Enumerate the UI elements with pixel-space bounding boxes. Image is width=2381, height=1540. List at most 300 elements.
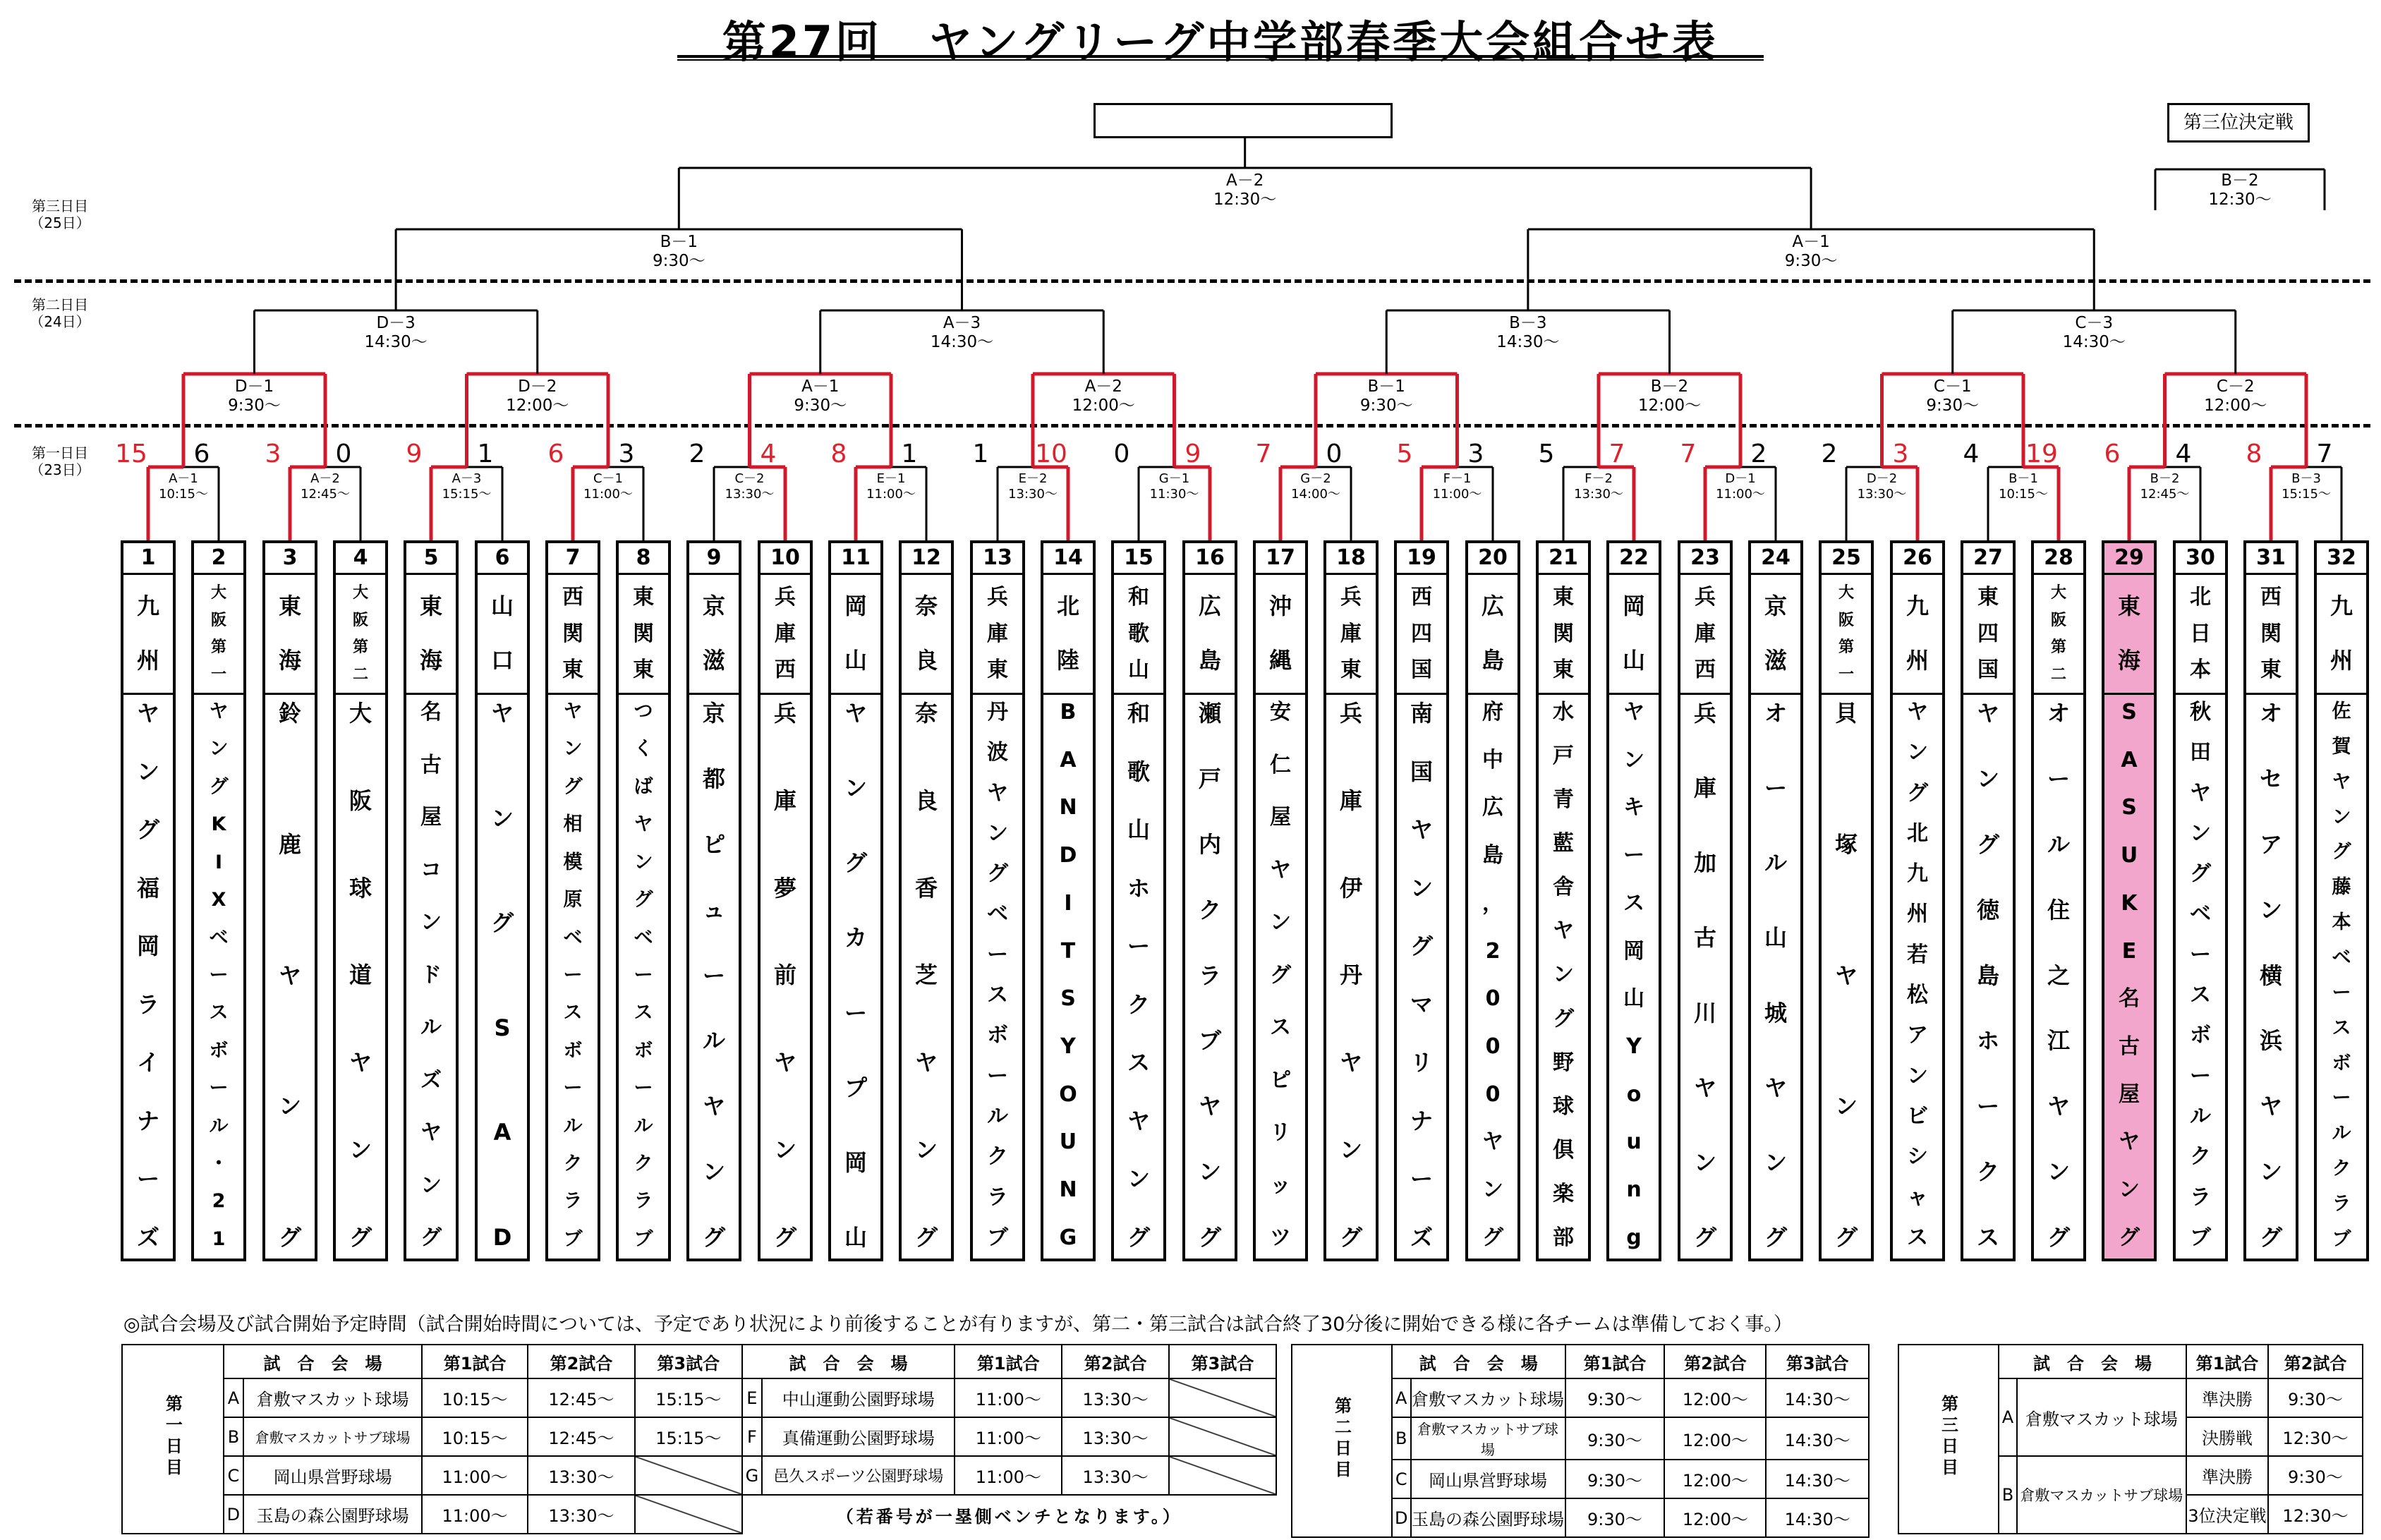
round-label: 3位決定戦 [2186,1495,2268,1534]
team-name-char: I [214,851,223,873]
team-name-char: 島 [1976,962,1999,989]
team-region [1539,575,1588,695]
round1-score: 7 [2316,439,2333,468]
round1-game-time: 15:15～ [442,487,492,502]
team-name-char: 庫 [773,787,796,814]
round1-score: 10 [1035,439,1067,468]
team-name-char: ブ [634,1227,653,1250]
day1-schedule-table [121,1344,1277,1534]
round1-game-time: 13:30～ [1574,487,1623,502]
day1-vertical-label [122,1345,224,1534]
third-place-game-code: B－2 [2221,171,2259,190]
team-column [333,540,388,1261]
round1-game-code: C－1 [593,471,624,486]
team-region-char: 兵 [1340,585,1362,610]
time-cell: 12:00～ [1664,1498,1766,1537]
team-name-char: S [494,1014,511,1041]
team-name-char: ン [1907,1063,1928,1089]
team-region-char: 阪 [210,611,226,629]
team-name-char: ー [844,999,867,1026]
team-name-char: 川 [1693,999,1716,1026]
team-region-char: 広 [1198,592,1221,619]
team-name-char: 屋 [2119,1081,2140,1107]
team-name-char: ブ [2190,1225,2211,1250]
team-column [262,540,317,1261]
time-cell: 9:30～ [1565,1378,1665,1417]
team-name-char: ス [563,1002,583,1024]
round1-game-code: B－2 [2150,471,2180,486]
team-name-char: 波 [987,740,1008,765]
team-region-char: 一 [1838,666,1854,684]
team-name [2332,695,2351,1259]
team-name-char: ー [136,1165,159,1193]
team-column [1890,540,1945,1261]
team-name-char: A [1060,747,1077,772]
round1-game-time: 10:15～ [1999,487,2048,502]
team-region [1043,575,1093,695]
team-region-char: 海 [419,647,442,674]
team-region-char: 第 [1838,638,1854,657]
team-column [686,540,741,1261]
venue-code: B [1392,1417,1411,1460]
team-region [336,575,385,695]
team-name-char: ブ [563,1227,583,1250]
team-name-char: ベ [634,926,653,949]
round1-score: 6 [193,439,210,468]
team-name-char: 鈴 [278,700,301,727]
team-name-char: S [2121,700,2137,724]
team-name-char: コ [420,857,442,883]
team-region-char: 兵 [775,585,796,610]
team-name-char: ス [634,1002,653,1024]
team-number: 28 [2034,543,2083,575]
round2-game-code: D－1 [234,377,274,396]
day1-vertical-text: 第一日目 [162,1395,183,1479]
team-name [2190,695,2211,1259]
team-name-char: キ [1623,795,1644,820]
round1-score: 2 [1750,439,1767,468]
team-name-char: 名 [420,700,442,724]
team-name-char: 佐 [2332,701,2351,722]
venue-name: 倉敷マスカットサブ球場 [243,1417,422,1456]
round2-game-time: 12:00～ [1637,396,1702,415]
team-name-char: ー [1764,775,1787,802]
team-name-char: 藍 [1553,831,1574,856]
team-region-char: 東 [633,657,654,683]
team-region-char: 大 [2050,583,2066,602]
team-name-char: ス [2332,1017,2351,1039]
team-region-char: 一 [210,666,226,684]
team-region-char: 関 [1553,621,1574,646]
team-name-char: 良 [914,787,938,814]
team-name-char: 奈 [914,700,938,727]
venue-name: 玉島の森公園野球場 [1411,1498,1565,1537]
team-name-char: グ [1482,1225,1503,1250]
game1-header: 第1試合 [422,1345,528,1378]
team-name-char: 山 [1127,816,1150,844]
semi-game-time: 9:30～ [1784,252,1838,270]
team-name-char: 戸 [1198,765,1221,792]
time-cell: 12:30～ [2268,1417,2363,1456]
team-name-char: ル [2190,1103,2211,1129]
team-name-char: ピ [1270,1067,1291,1093]
team-name-char: ば [634,775,653,798]
team-name-char: A [2121,747,2138,772]
team-name-char: ン [1410,874,1433,902]
team-name-char: ヤ [634,813,653,836]
team-region [2176,575,2225,695]
team-name-char: 州 [1907,902,1928,927]
team-name-char: ン [1127,1165,1150,1193]
team-number: 13 [973,543,1022,575]
team-number: 2 [194,543,243,575]
team-name-char: n [1626,1177,1642,1203]
team-name-char: ン [1976,765,1999,792]
team-column [2102,540,2157,1261]
team-name-char: T [1060,938,1076,964]
team-region-char: 第 [210,638,226,657]
round1-score: 9 [1185,439,1201,468]
day3-name: 第三日目 [32,198,88,214]
team-name-char: ヤ [1693,1074,1716,1101]
team-name-char: 道 [349,962,372,989]
round1-game-code: F－2 [1585,471,1613,486]
final-game-code: A－2 [1226,171,1264,190]
team-name-char: 楽 [1553,1181,1574,1206]
team-column [2173,540,2228,1261]
team-column [970,540,1025,1261]
time-cell: 11:00～ [955,1378,1062,1417]
team-number: 11 [831,543,880,575]
venue-name: 玉島の森公園野球場 [243,1495,422,1534]
team-name-char: ア [2259,830,2282,858]
team-name-char: 2 [212,1190,226,1213]
team-name-char: 青 [1553,787,1574,813]
team-name-char: プ [844,1074,867,1101]
team-name-char: セ [2259,765,2282,792]
game2-header: 第2試合 [1062,1345,1169,1378]
venue-name: 倉敷マスカット球場 [2017,1378,2186,1456]
team-name-char: ヤ [914,1049,938,1077]
team-region-char: 関 [633,621,654,646]
team-region-char: 庫 [775,621,796,646]
team-region [548,575,598,695]
venue-code: B [224,1417,243,1456]
team-name-char: 徳 [1976,896,1999,923]
team-name-char: ス [1127,1049,1150,1077]
team-name-char: ル [209,1115,229,1137]
team-name-char: K [2121,890,2138,916]
team-region [902,575,951,695]
team-name-char: く [634,738,653,760]
team-name-char: ラ [2190,1184,2211,1210]
round1-game-time: 10:15～ [159,487,208,502]
team-name-char: ヤ [278,962,301,989]
round1-score: 6 [2104,439,2121,468]
round2-game-code: C－1 [1933,377,1972,396]
team-region-char: 阪 [1838,611,1854,629]
team-name-char: 岡 [136,933,159,960]
team-name-char: 戸 [1553,744,1574,769]
round1-score: 0 [1113,439,1130,468]
team-name-char: グ [844,849,867,877]
team-region [1893,575,1942,695]
team-name-char: マ [1410,990,1433,1018]
team-name-char: ー [2190,1063,2211,1089]
round1-score: 1 [477,439,494,468]
venue-code: A [1999,1378,2017,1456]
team-name-char: ー [634,964,653,986]
team-name-char: ル [987,1103,1008,1129]
team-name-char: 部 [1553,1225,1574,1250]
team-name-char: グ [702,1224,725,1251]
venue-code: E [742,1378,762,1417]
team-column [191,540,246,1261]
team-name-char: ベ [2332,947,2351,969]
team-number: 3 [265,543,315,575]
team-name-char: ル [2047,830,2070,858]
team-name-char: ヤ [844,700,867,727]
time-cell: 12:00～ [1664,1460,1766,1498]
team-name-char: グ [1339,1223,1362,1251]
team-name-char: ー [634,1077,653,1100]
team-number: 22 [1609,543,1659,575]
team-name-char: グ [987,861,1008,887]
round1-game-code: G－2 [1300,471,1331,486]
team-column [2031,540,2086,1261]
round1-game-time: 11:00～ [583,487,633,502]
venue-header: 試 合 会 場 [742,1345,955,1378]
time-cell: 12:45～ [528,1378,635,1417]
team-name [564,695,583,1259]
empty-cell [635,1495,742,1534]
round1-game-code: B－3 [2291,471,2321,486]
team-name-char: ン [1907,740,1928,765]
round2-game-time: 9:30～ [228,396,281,415]
team-column [404,540,459,1261]
round2-game-code: B－2 [1650,377,1689,396]
team-region-char: 大 [1838,583,1854,602]
round1-game-time: 13:30～ [1008,487,1058,502]
round2-game-code: D－2 [518,377,557,396]
team-number: 30 [2176,543,2225,575]
team-region-char: 庫 [1340,621,1362,646]
game2-header: 第2試合 [1664,1345,1766,1378]
time-cell: 12:45～ [528,1417,635,1456]
team-name-char: ヤ [2190,780,2211,806]
round1-score: 5 [1538,439,1555,468]
venue-code: G [742,1456,762,1495]
team-name-char: ク [563,1153,583,1175]
time-cell: 10:15～ [422,1417,528,1456]
team-name-char: ツ [1270,1225,1291,1250]
team-region [123,575,173,695]
team-region-char: 関 [2260,621,2282,646]
day1-date: （23日） [30,461,90,478]
team-name-char: 0 [1485,1034,1501,1060]
round1-score: 4 [1963,439,1980,468]
team-column [545,540,600,1261]
game2-header: 第2試合 [2268,1345,2363,1378]
team-name-char: D [492,1223,512,1251]
team-region-char: 陸 [1056,647,1079,674]
team-name-char: グ [420,1225,442,1250]
day1-name: 第一日目 [32,444,88,461]
team-name [2047,695,2070,1259]
team-name-char: ズ [420,1067,442,1093]
team-column [1465,540,1520,1261]
team-name-char: N [1059,795,1077,820]
team-name-char: ラ [136,990,159,1018]
team-name-char: ヤ [1976,700,1999,727]
team-name [1764,695,1787,1259]
team-region-char: 第 [2050,638,2066,657]
round1-score: 19 [2025,439,2058,468]
team-name-char: ヤ [563,701,583,722]
team-region-char: 第 [352,638,368,657]
round1-score: 0 [335,439,352,468]
team-name-char: ヤ [2047,1093,2070,1120]
team-region-char: 州 [1906,647,1929,674]
team-name-char: 九 [1907,861,1928,887]
team-region-char: 山 [844,647,867,674]
team-region-char: 山 [1128,657,1149,683]
empty-cell [1169,1456,1276,1495]
schedule-note: ◎試合会場及び試合開始予定時間（試合開始時間については、予定であり状況により前後することが有りますが、第二・第三試合は試合終了30分後に開始できる様に各チームは準備しておく事。） [123,1314,1793,1335]
semi-game-code: B－1 [660,233,698,251]
team-name-char: 田 [2190,740,2211,765]
team-region [761,575,810,695]
team-name-char: ピ [702,830,725,858]
team-name-char: ル [563,1115,583,1137]
team-name-char: グ [773,1223,796,1251]
team-name-char: ン [563,738,583,760]
team-column [1394,540,1449,1261]
team-number: 12 [902,543,951,575]
team-name [987,695,1008,1259]
team-name-char: 山 [844,1223,867,1251]
time-cell: 15:15～ [635,1378,742,1417]
team-name-char: グ [278,1224,301,1251]
team-region [1114,575,1163,695]
team-name-char: グ [2259,1224,2282,1251]
team-name [420,695,442,1259]
team-name-char: オ [2047,700,2070,727]
time-cell: 14:30～ [1766,1460,1869,1498]
time-cell: 9:30～ [2268,1378,2363,1417]
time-cell: 11:00～ [422,1495,528,1534]
team-name-char: シ [1907,1144,1928,1170]
team-name-char: リ [1410,1049,1433,1077]
team-name [1623,695,1644,1259]
team-name-char: O [1059,1081,1077,1107]
round1-score: 7 [1680,439,1697,468]
team-name-char: グ [1907,780,1928,806]
team-name [844,695,867,1259]
team-number: 6 [478,543,527,575]
team-region-char: 山 [490,592,514,619]
team-name-char: ベ [2190,902,2211,927]
round-label: 準決勝 [2186,1378,2268,1417]
team-name-char: グ [563,775,583,798]
team-name-char: ン [702,1158,725,1186]
team-name-char: 加 [1693,849,1716,877]
team-region-char: 東 [2117,592,2140,619]
venue-header: 試 合 会 場 [1392,1345,1565,1378]
round1-score: 8 [830,439,847,468]
team-name-char: つ [634,701,653,722]
time-cell: 9:30～ [1565,1498,1665,1537]
team-name-char: ー [2047,765,2070,792]
team-column [1041,540,1096,1261]
venue-header: 試 合 会 場 [224,1345,422,1378]
team-name-char: ブ [2332,1227,2351,1250]
team-name-char: 山 [1764,924,1787,952]
round2-game-code: B－1 [1367,377,1405,396]
time-cell: 11:00～ [955,1456,1062,1495]
day3-vertical-text: 第三日目 [1938,1395,1958,1479]
team-column [616,540,671,1261]
team-name-char: 屋 [420,805,442,830]
team-name-char: 内 [1198,830,1221,858]
team-name-char: ヤ [1127,1107,1150,1134]
team-name-char: 原 [563,889,583,911]
team-name-char: ー [209,1077,229,1100]
team-number: 10 [761,543,810,575]
team-column [2243,540,2298,1261]
round2-game-code: C－2 [2216,377,2255,396]
team-name-char: ク [2332,1158,2351,1180]
team-name-char: ル [1764,849,1787,877]
team-name-char: 球 [349,874,372,902]
team-name-char: ド [420,962,442,988]
team-region [2246,575,2296,695]
team-name-char: 屋 [1270,805,1291,830]
round2-game-time: 12:00～ [2204,396,2267,415]
team-name-char: 塚 [1834,830,1858,858]
team-region-char: 阪 [352,611,368,629]
day2-name: 第二日目 [32,296,88,313]
team-region-char: 東 [633,585,654,610]
team-number: 9 [689,543,739,575]
round1-score: 5 [1396,439,1413,468]
team-region-char: 西 [1695,657,1716,683]
team-name-char: Y [1060,1034,1076,1060]
team-name-char: 秋 [2190,700,2211,724]
team-region-char: 京 [702,592,725,619]
venue-code: B [1999,1456,2017,1534]
team-region [2317,575,2366,695]
team-name-char: ビ [1907,1103,1928,1129]
round1-score: 9 [406,439,423,468]
team-name-char: 球 [1553,1093,1574,1119]
team-name-char: ス [209,1002,229,1024]
time-cell: 13:30～ [1062,1378,1169,1417]
team-column [1961,540,2016,1261]
semi-game-code: A－1 [1792,233,1830,251]
team-region [2034,575,2083,695]
round1-score: 15 [115,439,147,468]
round2-game-time: 9:30～ [1926,396,1980,415]
venue-name: 倉敷マスカットサブ球場 [1411,1417,1565,1460]
round1-game-code: E－2 [1018,471,1048,486]
team-name-char: ラ [634,1190,653,1213]
team-name-char: ヤ [1270,857,1291,883]
day2-schedule-table [1291,1344,1870,1538]
team-name-char: G [1059,1225,1077,1250]
team-column [475,540,530,1261]
team-name-char: グ [1127,1223,1150,1251]
